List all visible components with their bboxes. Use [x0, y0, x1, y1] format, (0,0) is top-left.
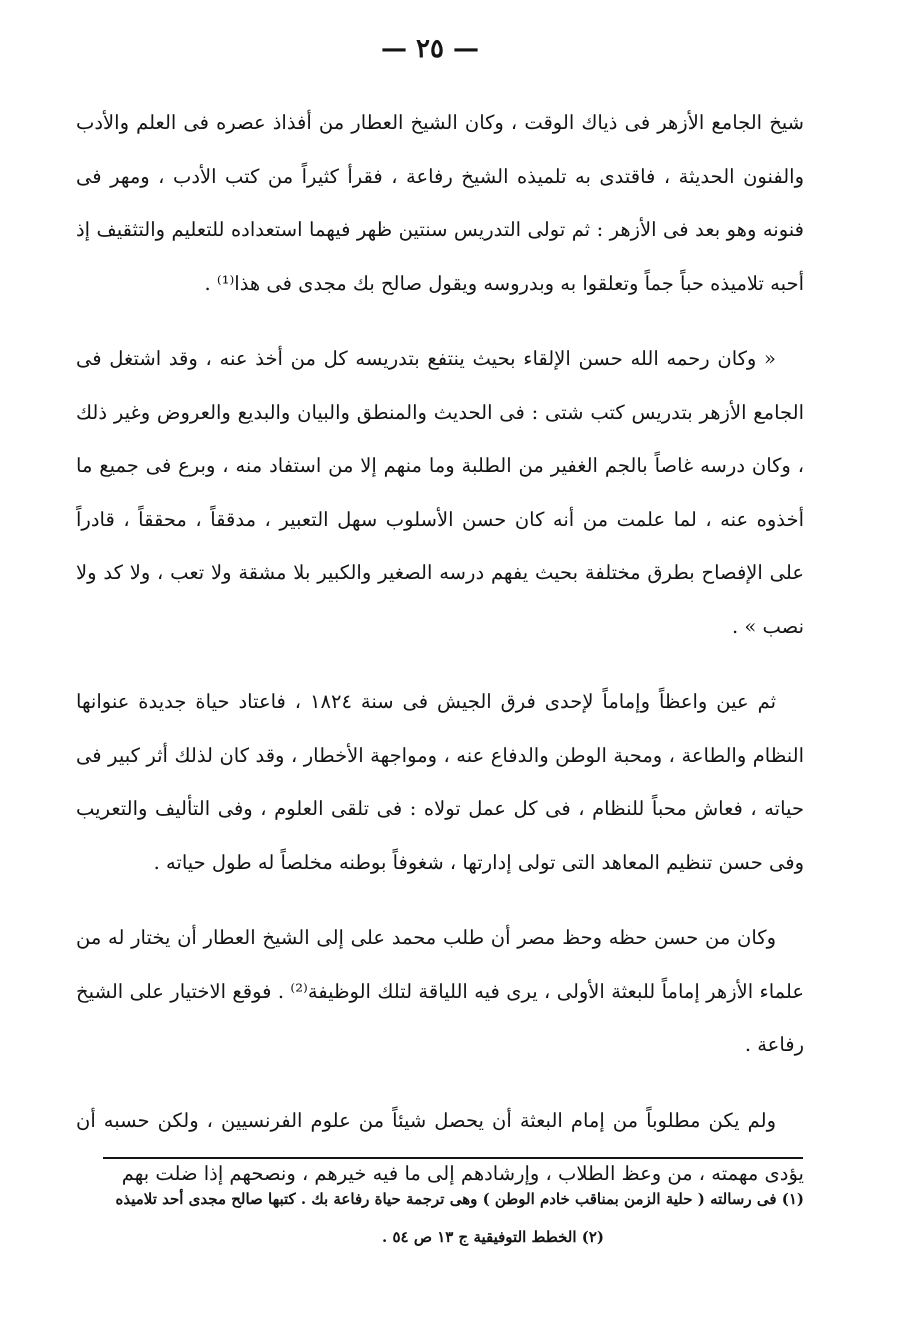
paragraph-3: ثم عين واعظاً وإماماً لإحدى فرق الجيش فى سنة ١٨٢٤ ، فاعتاد حياة جديدة عنوانها النظام والطاعة ، ومحبة الوطن والدفاع عنه ، ومواجهة الأخطار ، وقد كان لذلك أثر كبير فى حياته ، فعاش محباً للنظام ، فى كل عمل تولاه : فى تلقى العلوم ، وفى التأليف والتعريب وفى حسن تنظيم المعاهد التى تولى إدارتها ، شغوفاً بوطنه مخلصاً له طول حياته .	[76, 690, 804, 874]
paragraph-5: ولم يكن مطلوباً من إمام البعثة أن يحصل شيئاً من علوم الفرنسيين ، ولكن حسبه أن يؤدى مهمته ، من وعظ الطلاب ، وإرشادهم إلى ما فيه خيرهم ، ونصحهم إذا ضلت بهم	[76, 1108, 804, 1185]
paragraph-2-quote: « وكان رحمه الله حسن الإلقاء بحيث ينتفع بتدريسه كل من أخذ عنه ، وقد اشتغل فى الجامع الأزهر بتدريس كتب شتى : فى الحديث والمنطق والبيان والبديع والعروض وغير ذلك ، وكان درسه غاصاً بالجم الغفير من الطلبة وما منهم إلا من استفاد منه ، وبرع فى جميع ما أخذوه عنه ، لما علمت من أنه كان حسن الأسلوب سهل التعبير ، مدققاً ، محققاً ، قادراً على الإفصاح بطرق مختلفة بحيث يفهم درسه الصغير والكبير بلا مشقة ولا تعب ، ولا كد ولا نصب » .	[76, 347, 804, 638]
page-number: — ٢٥ —	[380, 34, 480, 64]
paragraph-1: شيخ الجامع الأزهر فى ذياك الوقت ، وكان الشيخ العطار من أفذاذ عصره فى العلم والأدب والفنون الحديثة ، فاقتدى به تلميذه الشيخ رفاعة ، فقرأ كثيراً من كتب الأدب ، ومهر فى فنونه وهو بعد فى الأزهر : ثم تولى التدريس سنتين ظهر فيهما استعداده للتعليم والتثقيف إذ أحبه تلاميذه حباً جماً وتعلقوا به وبدروسه ويقول صالح بك مجدى فى هذا⁽¹⁾ .	[76, 111, 804, 295]
footnote-1: (١) فى رسالته ( حلية الزمن بمناقب خادم الوطن ) وهى ترجمة حياة رفاعة بك . كتبها صالح مجدى أحد تلاميذه	[115, 1190, 804, 1208]
footnote-divider	[103, 1157, 803, 1159]
body-text	[76, 96, 804, 1223]
footnotes	[74, 1180, 804, 1256]
footnote-2: (٢) الخطط التوفيقية ج ١٣ ص ٥٤ .	[382, 1228, 604, 1246]
paragraph-4: وكان من حسن حظه وحظ مصر أن طلب محمد على إلى الشيخ العطار أن يختار له من علماء الأزهر إماماً للبعثة الأولى ، يرى فيه اللياقة لتلك الوظيفة⁽²⁾ . فوقع الاختيار على الشيخ رفاعة .	[76, 926, 804, 1056]
